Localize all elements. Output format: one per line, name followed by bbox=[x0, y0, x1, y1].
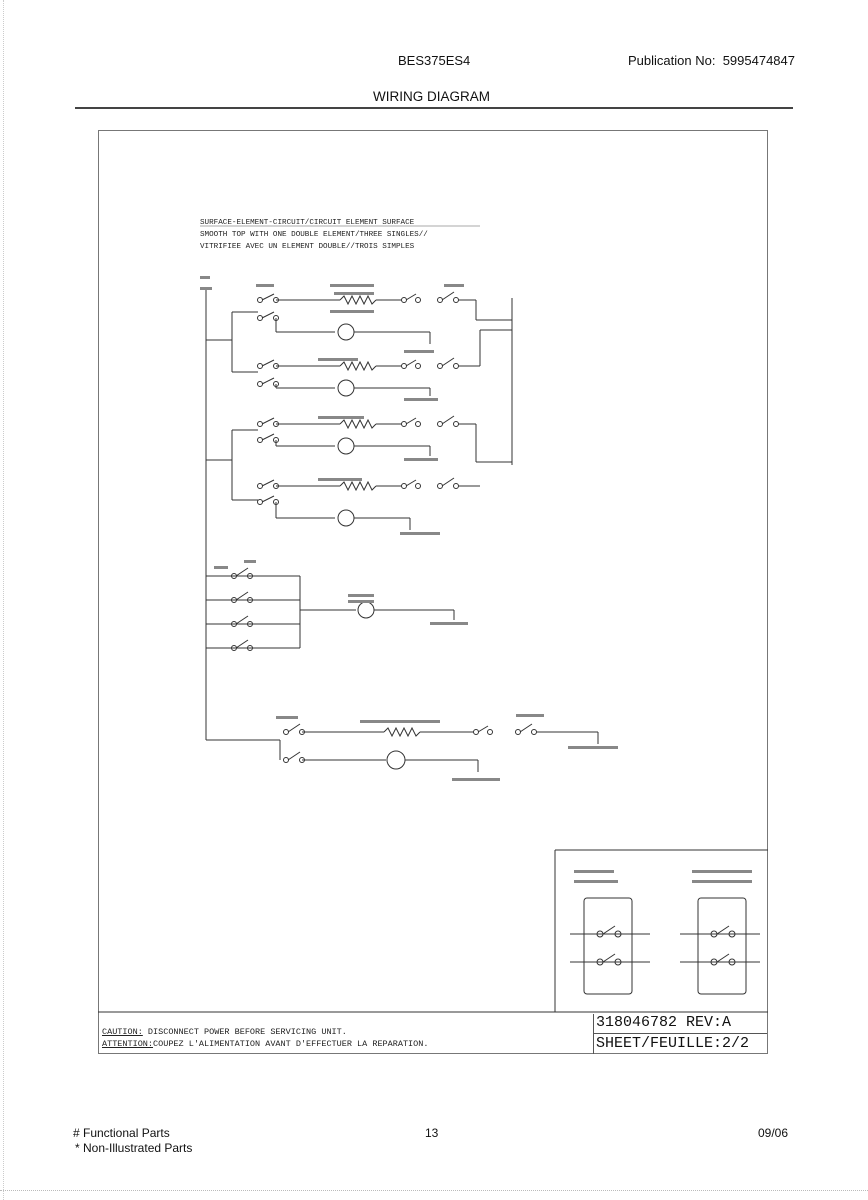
attention-text: COUPEZ L'ALIMENTATION AVANT D'EFFECTUER LA REPARATION. bbox=[153, 1039, 429, 1049]
page-bottom-edge bbox=[0, 1190, 868, 1192]
section-title: WIRING DIAGRAM bbox=[373, 89, 490, 104]
sheet-number: SHEET/FEUILLE:2/2 bbox=[596, 1035, 750, 1052]
functional-parts-note: # Functional Parts bbox=[73, 1126, 170, 1140]
diagram-title-line-3: VITRIFIEE AVEC UN ELEMENT DOUBLE//TROIS SIMPLES bbox=[200, 243, 415, 251]
model-number: BES375ES4 bbox=[398, 53, 471, 68]
drawing-number: 318046782 REV:A bbox=[596, 1014, 732, 1031]
non-illustrated-parts-note: * Non-Illustrated Parts bbox=[75, 1141, 193, 1155]
limiter-detail bbox=[98, 850, 768, 1012]
caution-label: CAUTION: bbox=[102, 1027, 143, 1037]
switch-ladder bbox=[206, 568, 454, 651]
element-circuit-bottom bbox=[206, 724, 598, 772]
diagram-title-line-1: SURFACE-ELEMENT-CIRCUIT/CIRCUIT ELEMENT SURFACE bbox=[200, 219, 415, 227]
caution-line bbox=[102, 1027, 347, 1037]
diagram-title-line-2: SMOOTH TOP WITH ONE DOUBLE ELEMENT/THREE SINGLES// bbox=[200, 231, 428, 239]
attention-line bbox=[102, 1039, 428, 1049]
element-circuit-rr bbox=[232, 330, 512, 396]
caution-notice bbox=[102, 1026, 428, 1050]
title-block-divider bbox=[593, 1033, 767, 1034]
attention-label: ATTENTION: bbox=[102, 1039, 154, 1049]
label-marks bbox=[200, 276, 752, 883]
element-circuit-lr bbox=[232, 478, 480, 530]
page-number: 13 bbox=[425, 1126, 439, 1140]
caution-text: DISCONNECT POWER BEFORE SERVICING UNIT. bbox=[142, 1027, 347, 1037]
element-circuit-rf bbox=[206, 292, 512, 372]
publication-value: 5995474847 bbox=[722, 53, 795, 68]
date: 09/06 bbox=[758, 1126, 789, 1140]
publication-label: Publication No: bbox=[628, 53, 716, 68]
element-circuit-lf bbox=[206, 416, 512, 500]
